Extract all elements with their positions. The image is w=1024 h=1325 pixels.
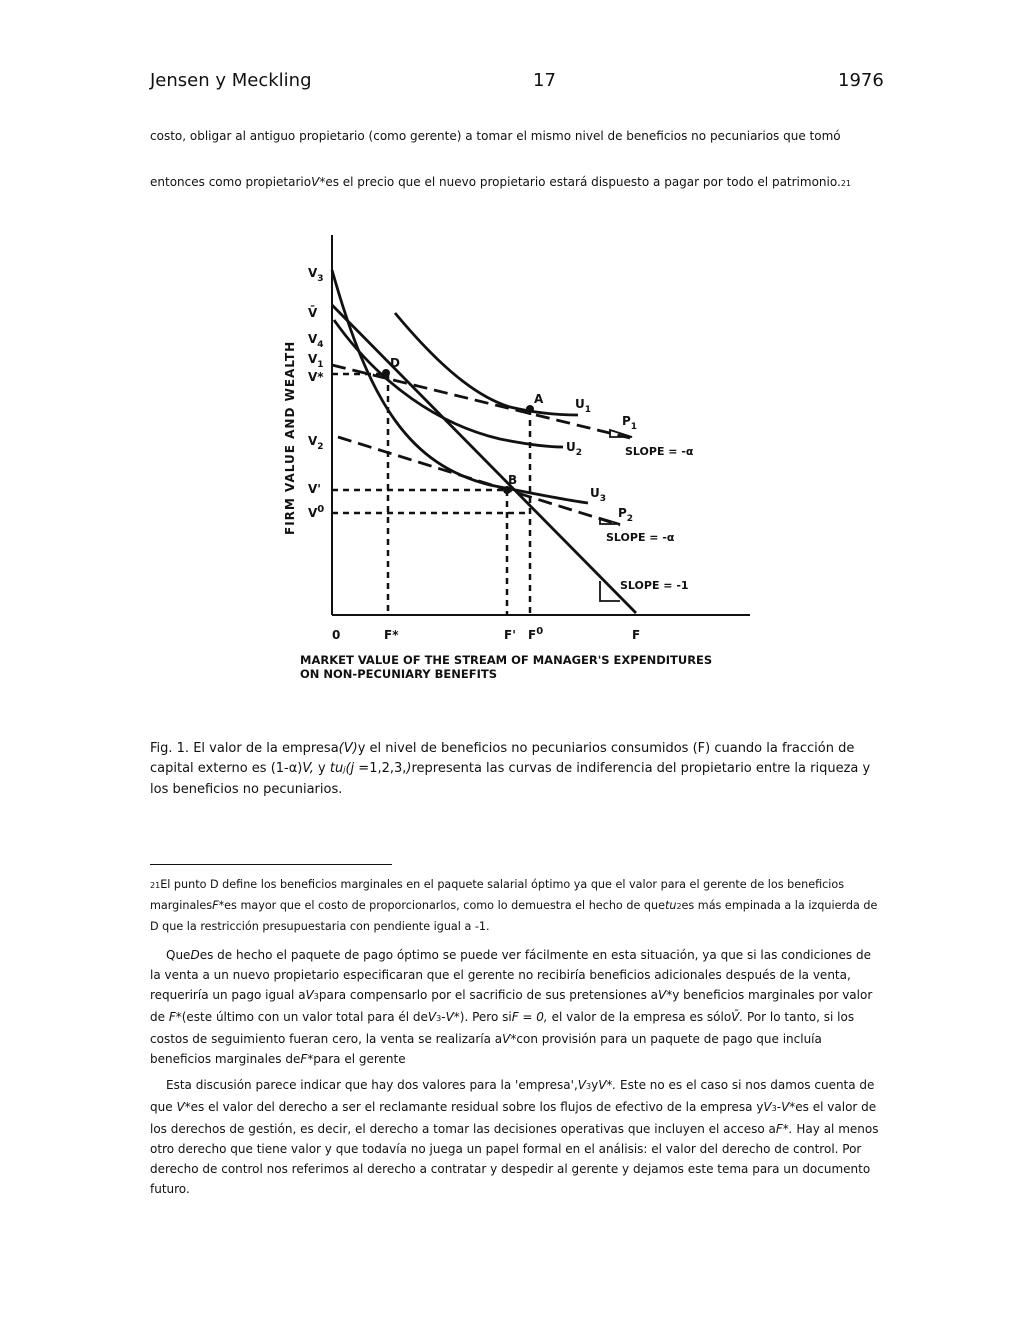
footnote-ref[interactable]: 21 (840, 179, 851, 188)
label-slope-2: SLOPE = -α (606, 531, 675, 544)
tick-zero: 0 (332, 628, 341, 642)
label-u3: $U_3$ (590, 486, 607, 504)
tick-v0: $V^0$ (308, 504, 325, 520)
label-point-b: B (508, 473, 518, 487)
tick-f0: $F^0$ (528, 626, 544, 642)
curves (332, 270, 636, 613)
point-d (382, 369, 390, 377)
tick-v3: $V_3$ (308, 266, 324, 284)
page-number: 17 (533, 70, 556, 91)
footnote-divider (150, 864, 392, 865)
label-p1: $P_1$ (622, 414, 638, 432)
label-slope-1: SLOPE = -α (625, 445, 694, 458)
label-point-d: D (390, 356, 400, 370)
x-axis-label-2: ON NON-PECUNIARY BENEFITS (300, 667, 497, 681)
running-header-year: 1976 (838, 70, 884, 91)
label-point-a: A (534, 392, 544, 406)
curve-u2 (334, 320, 563, 447)
tick-fstar: F* (384, 628, 399, 642)
paragraph-1: QueDes de hecho el paquete de pago óptimo se puede ver fácilmente en esta situación, ya que si las condiciones de la venta a un nuevo propietario especificaran que el gerente no recibiría beneficios adicionales después de la venta, requeriría un pago igual aV3para compensarlo por el sacrificio de sus pretensiones aV*y beneficios marginales por valor de F*(este último con un valor total para él deV3-V*). Pero siF = 0, el valor de la empresa es sóloV̄. Por lo tanto, si los costos de seguimiento fueran cero, la venta se realizaría aV*con provisión para un paquete de pago que incluía beneficios marginales deF*para el gerente (150, 948, 873, 1066)
intro-line-2: entonces como propietarioV*es el precio que el nuevo propietario estará dispuesto a pagar por todo el patrimonio.21 (150, 175, 851, 189)
paragraph-2: Esta discusión parece indicar que hay dos valores para la 'empresa',V3yV*. Este no es el caso si nos damos cuenta de que V*es el valor del derecho a ser el reclamante residual sobre los flujos de efectivo de la empresa yV3-V*es el valor de los derechos de gestión, es decir, el derecho a tomar las decisiones operativas que incluyen el acceso aF*. Hay al menos otro derecho que tiene valor y que todavía no juega un papel formal en el análisis: el valor del derecho de control. Por derecho de control nos referimos al derecho a contratar y despedir al gerente y dejamos este tema para un documento futuro. (150, 1078, 879, 1196)
footnote-21: 21El punto D define los beneficios marginales en el paquete salarial óptimo ya que el valor para el gerente de los beneficios marginalesF*es mayor que el costo de proporcionarlos, como lo demuestra el hecho de quetu2es más empinada a la izquierda de D que la restricción presupuestaria con pendiente igual a -1. (150, 878, 878, 933)
tick-v1: $V_1$ (308, 352, 324, 370)
label-u2: $U_2$ (566, 440, 583, 458)
figure-caption: Fig. 1. El valor de la empresa(V)y el nivel de beneficios no pecuniarios consumidos (F) cuando la fracción de capital externo es (1-α)V, y tuj(j =1,2,3,)representa las curvas de indiferencia del propietario entre la riqueza y los beneficios no pecuniarios. (150, 741, 871, 797)
tick-vbar: V̄ (308, 306, 318, 320)
tick-vstar: V* (308, 370, 324, 384)
curve-budget-slope-1 (332, 305, 636, 613)
label-slope-3: SLOPE = -1 (620, 579, 689, 592)
curve-v3 (332, 270, 588, 503)
point-a (526, 405, 534, 413)
intro-line-1: costo, obligar al antiguo propietario (como gerente) a tomar el mismo nivel de beneficios no pecuniarios que tomó (150, 129, 841, 143)
tick-vprime: V' (308, 482, 321, 496)
axes (332, 235, 750, 615)
tick-f: F (632, 628, 641, 642)
line-p1 (332, 365, 630, 438)
label-u1: $U_1$ (575, 397, 592, 415)
running-header-authors: Jensen y Meckling (150, 70, 312, 91)
tick-v2: $V_2$ (308, 434, 324, 452)
curve-u1 (395, 313, 578, 415)
y-axis-label: FIRM VALUE AND WEALTH (283, 340, 297, 535)
tick-v4: $V_4$ (308, 332, 324, 350)
tick-fprime: F' (504, 628, 516, 642)
figure-1 (270, 225, 760, 695)
point-b (503, 486, 511, 494)
label-p2: $P_2$ (618, 506, 634, 524)
x-axis-label-1: MARKET VALUE OF THE STREAM OF MANAGER'S EXPENDITURES (300, 653, 713, 667)
